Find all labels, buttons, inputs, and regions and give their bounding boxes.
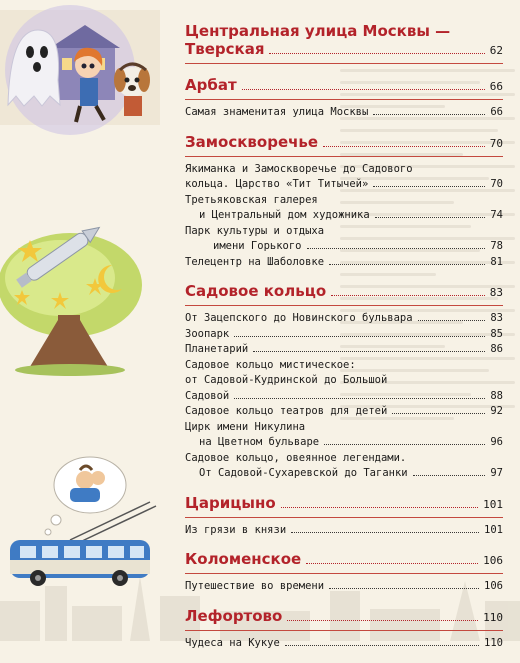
toc-entry[interactable] — [185, 105, 503, 121]
rocket-tree-illustration — [0, 220, 150, 380]
page-number: 97 — [490, 467, 503, 479]
toc-entry[interactable] — [185, 311, 503, 327]
toc-entry[interactable] — [185, 162, 503, 193]
ghost-and-children-illustration — [0, 10, 160, 125]
table-of-contents — [185, 22, 503, 663]
section-heading: Арбат — [185, 76, 237, 94]
section-heading-row[interactable] — [185, 494, 503, 518]
page-number: 70 — [489, 136, 503, 150]
leader-dots — [285, 645, 479, 646]
section-heading-line1[interactable]: Центральная улица Москвы — — [185, 22, 451, 40]
page-number: 66 — [490, 106, 503, 118]
entry-title: Садовое кольцо театров для детей — [185, 405, 388, 417]
toc-entry[interactable] — [185, 636, 503, 652]
toc-section-tsaritsyno — [185, 494, 503, 539]
leader-dots — [306, 563, 478, 564]
page-number: 83 — [489, 286, 503, 299]
toc-section-tverskaya — [185, 22, 503, 64]
toc-section-zamoskvorechye — [185, 133, 503, 271]
leader-dots — [373, 114, 485, 115]
section-heading: Коломенское — [185, 550, 302, 568]
toc-section-kolomenskoye — [185, 550, 503, 595]
page-number: 110 — [483, 610, 503, 624]
entry-title: Садовое кольцо мистическое: — [185, 358, 356, 371]
toc-entry[interactable] — [185, 327, 503, 343]
toc-entry[interactable] — [185, 404, 503, 420]
leader-dots — [281, 507, 478, 508]
entry-title: кольца. Царство «Тит Титычей» — [185, 178, 369, 190]
toc-entry[interactable] — [185, 255, 503, 271]
entry-title: Якиманка и Замоскворечье до Садового — [185, 162, 413, 175]
entry-title: Планетарий — [185, 343, 249, 355]
section-heading-row[interactable] — [185, 607, 503, 631]
page-number: 106 — [484, 580, 503, 592]
section-heading-line2: Тверская — [185, 40, 265, 58]
page-number: 101 — [483, 497, 503, 511]
toc-entry[interactable] — [185, 579, 503, 595]
toc-entry[interactable] — [185, 523, 503, 539]
entry-title: Чудеса на Кукуе — [185, 636, 280, 649]
toc-entry[interactable] — [185, 451, 503, 482]
section-heading-row[interactable] — [185, 40, 503, 64]
toc-entry[interactable] — [185, 420, 503, 451]
entry-title: От Зацепского до Новинского бульвара — [185, 312, 413, 324]
entry-title: и Центральный дом художника — [199, 209, 370, 221]
section-heading: Замоскворечье — [185, 132, 319, 151]
leader-dots — [253, 351, 485, 352]
entry-title: на Цветном бульваре — [199, 436, 320, 448]
leader-dots — [234, 398, 485, 399]
page-number: 86 — [490, 343, 503, 355]
section-heading: Лефортово — [185, 606, 283, 625]
toc-section-lefortovo — [185, 607, 503, 652]
entry-title: Телецентр на Шаболовке — [185, 255, 325, 268]
leader-dots — [329, 588, 479, 589]
section-heading-row[interactable] — [185, 76, 503, 100]
leader-dots — [234, 336, 485, 337]
page-number: 85 — [490, 327, 503, 340]
toc-entry[interactable] — [185, 193, 503, 224]
toc-entry[interactable] — [185, 358, 503, 405]
entry-title: от Садовой-Кудринской до Большой — [185, 374, 388, 386]
entry-title: От Садовой-Сухаревской до Таганки — [199, 467, 408, 479]
leader-dots — [269, 53, 484, 54]
section-heading-row[interactable] — [185, 550, 503, 574]
leader-dots — [291, 532, 479, 533]
leader-dots — [329, 264, 485, 265]
page-number: 83 — [490, 312, 503, 324]
section-heading: Садовое кольцо — [185, 282, 327, 300]
toc-section-sadovoe-koltso — [185, 282, 503, 482]
page-number: 110 — [484, 636, 503, 649]
entry-title: Садовой — [185, 389, 230, 402]
leader-dots — [418, 320, 486, 321]
trolleybus-illustration — [0, 440, 160, 590]
leader-dots — [331, 295, 485, 296]
entry-title: Садовое кольцо, овеянное легендами. — [185, 451, 407, 464]
leader-dots — [375, 217, 486, 218]
toc-section-arbat — [185, 76, 503, 121]
leader-dots — [287, 620, 478, 621]
entry-title: Путешествие во времени — [185, 580, 325, 592]
section-heading: Царицыно — [185, 493, 276, 512]
leader-dots — [323, 146, 485, 147]
page-number: 74 — [490, 209, 503, 221]
page-number: 81 — [490, 255, 503, 268]
entry-title: Из грязи в князи — [185, 523, 287, 536]
leader-dots — [324, 444, 485, 445]
entry-title: имени Горького — [213, 240, 302, 252]
page-number: 66 — [489, 80, 503, 93]
page-number: 92 — [490, 405, 503, 417]
toc-entry[interactable] — [185, 342, 503, 358]
entry-title: Самая знаменитая улица Москвы — [185, 106, 369, 118]
entry-title: Цирк имени Никулина — [185, 420, 306, 433]
leader-dots — [307, 248, 486, 249]
section-heading-row[interactable] — [185, 282, 503, 306]
page-number: 101 — [484, 523, 503, 536]
page-number: 62 — [489, 44, 503, 57]
leader-dots — [413, 475, 486, 476]
page-number: 70 — [490, 178, 503, 190]
entry-title: Третьяковская галерея — [185, 193, 318, 206]
page-number: 106 — [483, 554, 503, 567]
toc-entry[interactable] — [185, 224, 503, 255]
leader-dots — [242, 89, 485, 90]
leader-dots — [392, 413, 485, 414]
page-number: 78 — [490, 240, 503, 252]
page-number: 88 — [490, 389, 503, 402]
entry-title: Зоопарк — [185, 327, 230, 340]
leader-dots — [373, 186, 485, 187]
entry-title: Парк культуры и отдыха — [185, 224, 325, 237]
section-heading-row[interactable] — [185, 133, 503, 157]
page-number: 96 — [490, 436, 503, 448]
